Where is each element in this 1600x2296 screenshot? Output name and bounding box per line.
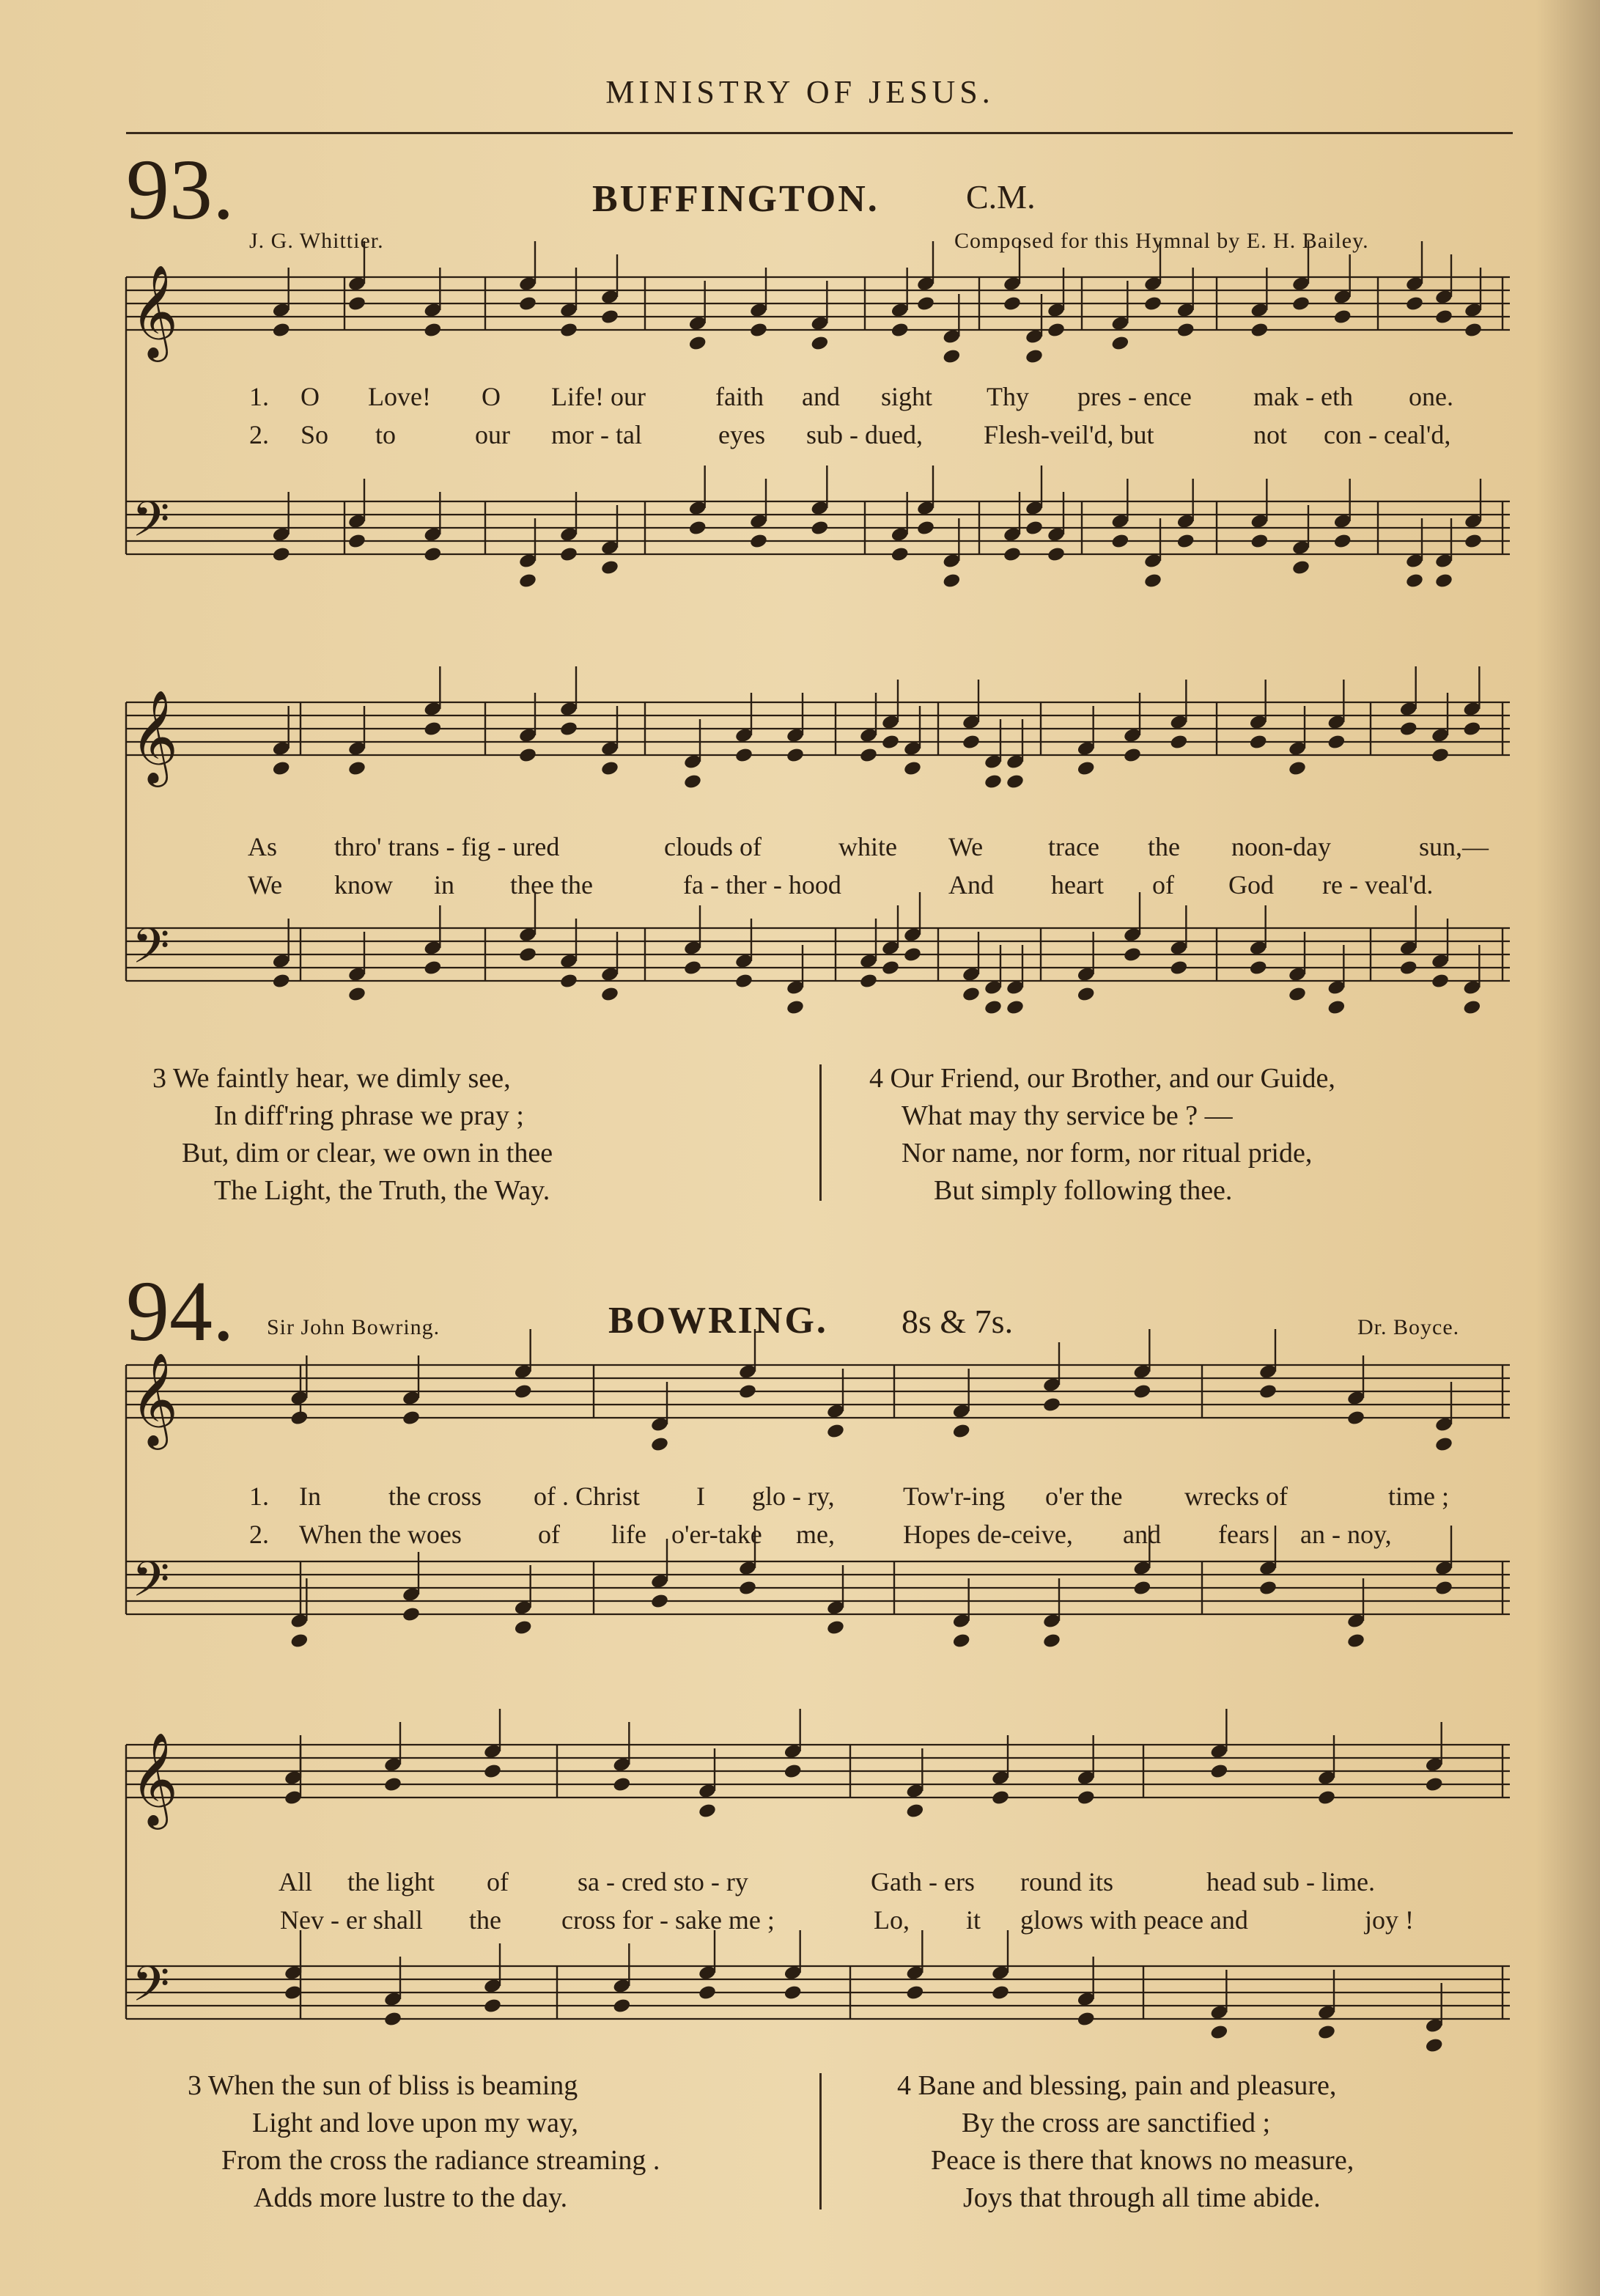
verse-line: By the cross are sanctified ; [962, 2108, 1271, 2138]
tune-name-93: BUFFINGTON. [592, 178, 880, 220]
note-head [1327, 734, 1346, 751]
treble-clef: 𝄞 [130, 264, 179, 358]
lyric-syllable: 1. [249, 382, 269, 411]
note-head [383, 2011, 402, 2028]
note-head [347, 760, 366, 777]
lyric-syllable: to [375, 420, 397, 449]
note-head [734, 973, 753, 990]
verse-line: Light and love upon my way, [252, 2108, 579, 2138]
note-head [423, 322, 442, 339]
note-head [1003, 546, 1022, 563]
verse-line: 4 Bane and blessing, pain and pleasure, [897, 2070, 1337, 2101]
lyric-syllable: God [1228, 870, 1274, 899]
note-head [784, 1984, 803, 2001]
note-head [272, 760, 291, 777]
note-head [881, 960, 900, 976]
lyric-syllable: In [299, 1482, 321, 1511]
verse-line: Nor name, nor form, nor ritual pride, [902, 1138, 1313, 1169]
note-head [1176, 533, 1195, 550]
note-head [1258, 1383, 1278, 1400]
bass-clef: 𝄢 [132, 1956, 170, 2024]
note-head [518, 295, 537, 312]
note-head [683, 960, 702, 976]
lyric-syllable: As [248, 832, 278, 861]
note-head [272, 546, 291, 563]
note-head [1123, 747, 1142, 764]
note-head [1425, 1776, 1444, 1793]
note-head [1327, 999, 1346, 1016]
verse-line: Joys that through all time abide. [963, 2182, 1321, 2213]
note-head [1209, 2024, 1228, 2041]
lyric-syllable: All [279, 1867, 313, 1896]
bass-clef: 𝄢 [132, 1551, 170, 1619]
note-head [683, 773, 702, 790]
note-head [1006, 773, 1025, 790]
note-head [1132, 1383, 1151, 1400]
note-head [514, 1619, 533, 1636]
lyric-syllable: I [696, 1482, 705, 1511]
verse-divider [819, 1064, 822, 1201]
bass-clef: 𝄢 [132, 491, 170, 559]
note-head [1291, 295, 1310, 312]
verse-93-3 [152, 1060, 553, 1210]
meter-93: C.M. [966, 178, 1036, 216]
note-head [600, 760, 619, 777]
note-head [612, 1776, 631, 1793]
note-head [1317, 1789, 1336, 1806]
note-head [402, 1606, 421, 1623]
lyric-syllable: the light [347, 1867, 435, 1896]
lyric-syllable: clouds of [664, 832, 762, 861]
note-head [881, 734, 900, 751]
lyric-syllable: faith [715, 382, 764, 411]
note-head [1288, 760, 1307, 777]
note-head [1333, 309, 1352, 325]
note-head [1143, 573, 1162, 589]
lyric-syllable: heart [1051, 870, 1104, 899]
note-head [1346, 1633, 1365, 1649]
lyric-syllable: joy ! [1365, 1905, 1414, 1935]
lyric-syllable: O [482, 382, 501, 411]
note-head [383, 1776, 402, 1793]
meter-94: 8s & 7s. [902, 1303, 1014, 1340]
composer-93: Composed for this Hymnal by E. H. Bailey. [954, 229, 1369, 253]
tune-name-94: BOWRING. [608, 1300, 828, 1342]
note-head [1025, 348, 1044, 365]
lyric-syllable: time ; [1388, 1482, 1449, 1511]
note-head [1077, 760, 1096, 777]
lyric-syllable: Lo, [874, 1905, 910, 1935]
lyric-syllable: glo - ry, [752, 1482, 835, 1511]
lyric-syllable: o'er-take [671, 1520, 762, 1549]
lyric-syllable: O [301, 382, 320, 411]
lyric-syllable: and [1123, 1520, 1161, 1549]
note-head [1434, 1436, 1453, 1453]
note-head [1434, 1580, 1453, 1597]
lyric-syllable: mor - tal [551, 420, 642, 449]
verse-line: 3 We faintly hear, we dimly see, [152, 1063, 511, 1094]
note-head [688, 335, 707, 352]
verse-line: 3 When the sun of bliss is beaming [188, 2070, 578, 2101]
running-head: MINISTRY OF JESUS. [605, 74, 995, 110]
note-head [423, 721, 442, 737]
note-head [1464, 533, 1483, 550]
note-head [984, 773, 1003, 790]
note-head [559, 546, 578, 563]
lyric-syllable: Flesh-veil'd, but [984, 420, 1154, 449]
note-head [1176, 322, 1195, 339]
note-head [1169, 734, 1188, 751]
note-head [600, 309, 619, 325]
lyric-syllable: con - ceal'd, [1324, 420, 1451, 449]
note-head [903, 946, 922, 963]
note-head [734, 747, 753, 764]
lyric-syllable: and [802, 382, 840, 411]
lyric-syllable: wrecks of [1184, 1482, 1288, 1511]
lyric-syllable: of . Christ [534, 1482, 641, 1511]
verse-93-4 [869, 1060, 1335, 1210]
lyric-syllable: thee the [510, 870, 593, 899]
note-head [962, 986, 981, 1003]
lyric-syllable: sa - cred sto - ry [578, 1867, 748, 1896]
author-93: J. G. Whittier. [249, 229, 384, 253]
note-head [483, 1998, 502, 2014]
note-head [1209, 1763, 1228, 1780]
note-head [1399, 721, 1418, 737]
note-head [1250, 322, 1269, 339]
bass-clef: 𝄢 [132, 918, 170, 986]
note-head [698, 1803, 717, 1819]
note-head [905, 1803, 924, 1819]
note-head [1249, 960, 1268, 976]
lyric-syllable: trace [1048, 832, 1099, 861]
note-head [1431, 747, 1450, 764]
note-head [1110, 533, 1129, 550]
note-head [423, 960, 442, 976]
lyric-syllable: Thy [987, 382, 1029, 411]
lyric-syllable: Hopes de-ceive, [903, 1520, 1073, 1549]
note-head [1077, 2011, 1096, 2028]
note-head [916, 295, 935, 312]
lyric-syllable: glows with peace and [1020, 1905, 1248, 1935]
lyric-syllable: And [948, 870, 994, 899]
note-head [1143, 295, 1162, 312]
note-head [942, 573, 961, 589]
verse-line: The Light, the Truth, the Way. [214, 1175, 550, 1206]
note-head [518, 573, 537, 589]
lyric-syllable: noon-day [1231, 832, 1331, 861]
lyric-syllable: fears [1218, 1520, 1269, 1549]
note-head [784, 1763, 803, 1780]
note-head [1317, 2024, 1336, 2041]
note-head [612, 1998, 631, 2014]
lyric-syllable: o'er the [1045, 1482, 1123, 1511]
note-head [559, 973, 578, 990]
note-head [1462, 721, 1481, 737]
lyric-syllable: know [334, 870, 393, 899]
composer-94: Dr. Boyce. [1357, 1315, 1460, 1339]
note-head [1077, 986, 1096, 1003]
lyric-syllable: not [1253, 420, 1288, 449]
verse-line: Peace is there that knows no measure, [931, 2145, 1354, 2176]
verse-94-4 [897, 2067, 1354, 2217]
note-head [916, 520, 935, 537]
note-head [810, 520, 829, 537]
lyric-syllable: pres - ence [1077, 382, 1192, 411]
note-head [810, 335, 829, 352]
lyric-syllable: of [1152, 870, 1174, 899]
note-head [1003, 295, 1022, 312]
lyric-syllable: 2. [249, 1520, 269, 1549]
note-head [650, 1436, 669, 1453]
note-head [962, 734, 981, 751]
verse-line: Adds more lustre to the day. [254, 2182, 568, 2213]
lyric-syllable: mak - eth [1253, 382, 1353, 411]
lyric-syllable: We [248, 870, 283, 899]
note-head [1288, 986, 1307, 1003]
note-head [891, 322, 910, 339]
note-head [1006, 999, 1025, 1016]
note-head [1405, 573, 1424, 589]
verse-line: From the cross the radiance streaming . [221, 2145, 660, 2176]
note-head [891, 546, 910, 563]
note-head [272, 973, 291, 990]
note-head [688, 520, 707, 537]
lyric-syllable: the [1148, 832, 1180, 861]
lyric-syllable: sight [881, 382, 933, 411]
note-head [991, 1984, 1010, 2001]
note-head [905, 1984, 924, 2001]
note-head [1025, 520, 1044, 537]
lyric-syllable: thro' trans - fig - ured [334, 832, 560, 861]
note-head [518, 747, 537, 764]
note-head [826, 1619, 845, 1636]
lyric-syllable: the [469, 1905, 501, 1935]
note-head [952, 1423, 971, 1440]
note-head [290, 1410, 309, 1427]
lyric-syllable: of [487, 1867, 509, 1896]
note-head [518, 946, 537, 963]
note-head [1333, 533, 1352, 550]
lyric-syllable: re - veal'd. [1322, 870, 1434, 899]
note-head [290, 1633, 309, 1649]
note-head [749, 533, 768, 550]
lyric-syllable: it [966, 1905, 981, 1935]
note-head [1346, 1410, 1365, 1427]
note-head [942, 348, 961, 365]
verse-94-3 [188, 2067, 660, 2217]
lyric-syllable: So [301, 420, 329, 449]
note-head [826, 1423, 845, 1440]
treble-clef: 𝄞 [130, 689, 179, 783]
note-head [786, 999, 805, 1016]
note-head [423, 546, 442, 563]
note-head [1169, 960, 1188, 976]
note-head [1405, 295, 1424, 312]
note-head [1258, 1580, 1278, 1597]
lyric-syllable: 2. [249, 420, 269, 449]
note-head [1110, 335, 1129, 352]
verse-line: 4 Our Friend, our Brother, and our Guide, [869, 1063, 1335, 1094]
lyric-syllable: Life! our [551, 382, 646, 411]
note-head [738, 1383, 757, 1400]
lyric-syllable: Love! [368, 382, 431, 411]
lyric-syllable: of [538, 1520, 560, 1549]
lyric-syllable: sun,— [1419, 832, 1489, 861]
lyric-syllable: white [838, 832, 897, 861]
lyric-syllable: round its [1020, 1867, 1114, 1896]
note-head [1249, 734, 1268, 751]
verse-line: But simply following thee. [934, 1175, 1233, 1206]
note-head [859, 747, 878, 764]
treble-clef: 𝄞 [130, 1352, 179, 1446]
lyric-syllable: one. [1409, 382, 1453, 411]
note-head [600, 559, 619, 576]
lyric-syllable: head sub - lime. [1206, 1867, 1375, 1896]
hymn-number-94: 94. [126, 1263, 235, 1359]
lyric-syllable: eyes [718, 420, 765, 449]
note-head [1042, 1633, 1061, 1649]
note-head [1132, 1580, 1151, 1597]
note-head [991, 1789, 1010, 1806]
note-head [1047, 322, 1066, 339]
lyric-syllable: Nev - er shall [280, 1905, 423, 1935]
note-head [483, 1763, 502, 1780]
lyric-syllable: life [611, 1520, 646, 1549]
note-head [347, 986, 366, 1003]
note-head [1047, 546, 1066, 563]
note-head [1123, 946, 1142, 963]
note-head [1291, 559, 1310, 576]
lyric-syllable: in [434, 870, 455, 899]
note-head [738, 1580, 757, 1597]
note-head [272, 322, 291, 339]
treble-clef: 𝄞 [130, 1732, 179, 1825]
note-head [559, 721, 578, 737]
note-head [650, 1593, 669, 1610]
note-head [698, 1984, 717, 2001]
note-head [1399, 960, 1418, 976]
note-head [859, 973, 878, 990]
lyric-syllable: an - noy, [1300, 1520, 1392, 1549]
note-head [952, 1633, 971, 1649]
note-head [749, 322, 768, 339]
verse-line: In diff'ring phrase we pray ; [214, 1100, 524, 1131]
note-head [402, 1410, 421, 1427]
note-head [1077, 1789, 1096, 1806]
note-head [1250, 533, 1269, 550]
note-head [1042, 1397, 1061, 1413]
note-head [1434, 573, 1453, 589]
hymn-number-93: 93. [126, 141, 235, 238]
note-head [1431, 973, 1450, 990]
note-head [1464, 322, 1483, 339]
verse-line: What may thy service be ? — [902, 1100, 1233, 1131]
note-head [514, 1383, 533, 1400]
lyric-syllable: sub - dued, [806, 420, 923, 449]
lyric-syllable: We [948, 832, 984, 861]
note-head [786, 747, 805, 764]
note-head [1462, 999, 1481, 1016]
note-head [559, 322, 578, 339]
lyric-syllable: me, [796, 1520, 835, 1549]
note-head [903, 760, 922, 777]
verse-divider [819, 2073, 822, 2209]
note-head [347, 533, 366, 550]
lyric-syllable: Tow'r-ing [903, 1482, 1006, 1511]
lyric-syllable: When the woes [299, 1520, 462, 1549]
note-head [984, 999, 1003, 1016]
note-head [1434, 309, 1453, 325]
verse-line: But, dim or clear, we own in thee [182, 1138, 553, 1169]
note-head [600, 986, 619, 1003]
lyric-syllable: the cross [388, 1482, 482, 1511]
note-head [347, 295, 366, 312]
lyric-syllable: Gath - ers [871, 1867, 975, 1896]
lyric-syllable: fa - ther - hood [683, 870, 841, 899]
lyric-syllable: our [475, 420, 510, 449]
lyric-syllable: 1. [249, 1482, 269, 1511]
author-94: Sir John Bowring. [267, 1315, 440, 1339]
lyric-syllable: cross for - sake me ; [561, 1905, 775, 1935]
note-head [1425, 2037, 1444, 2054]
